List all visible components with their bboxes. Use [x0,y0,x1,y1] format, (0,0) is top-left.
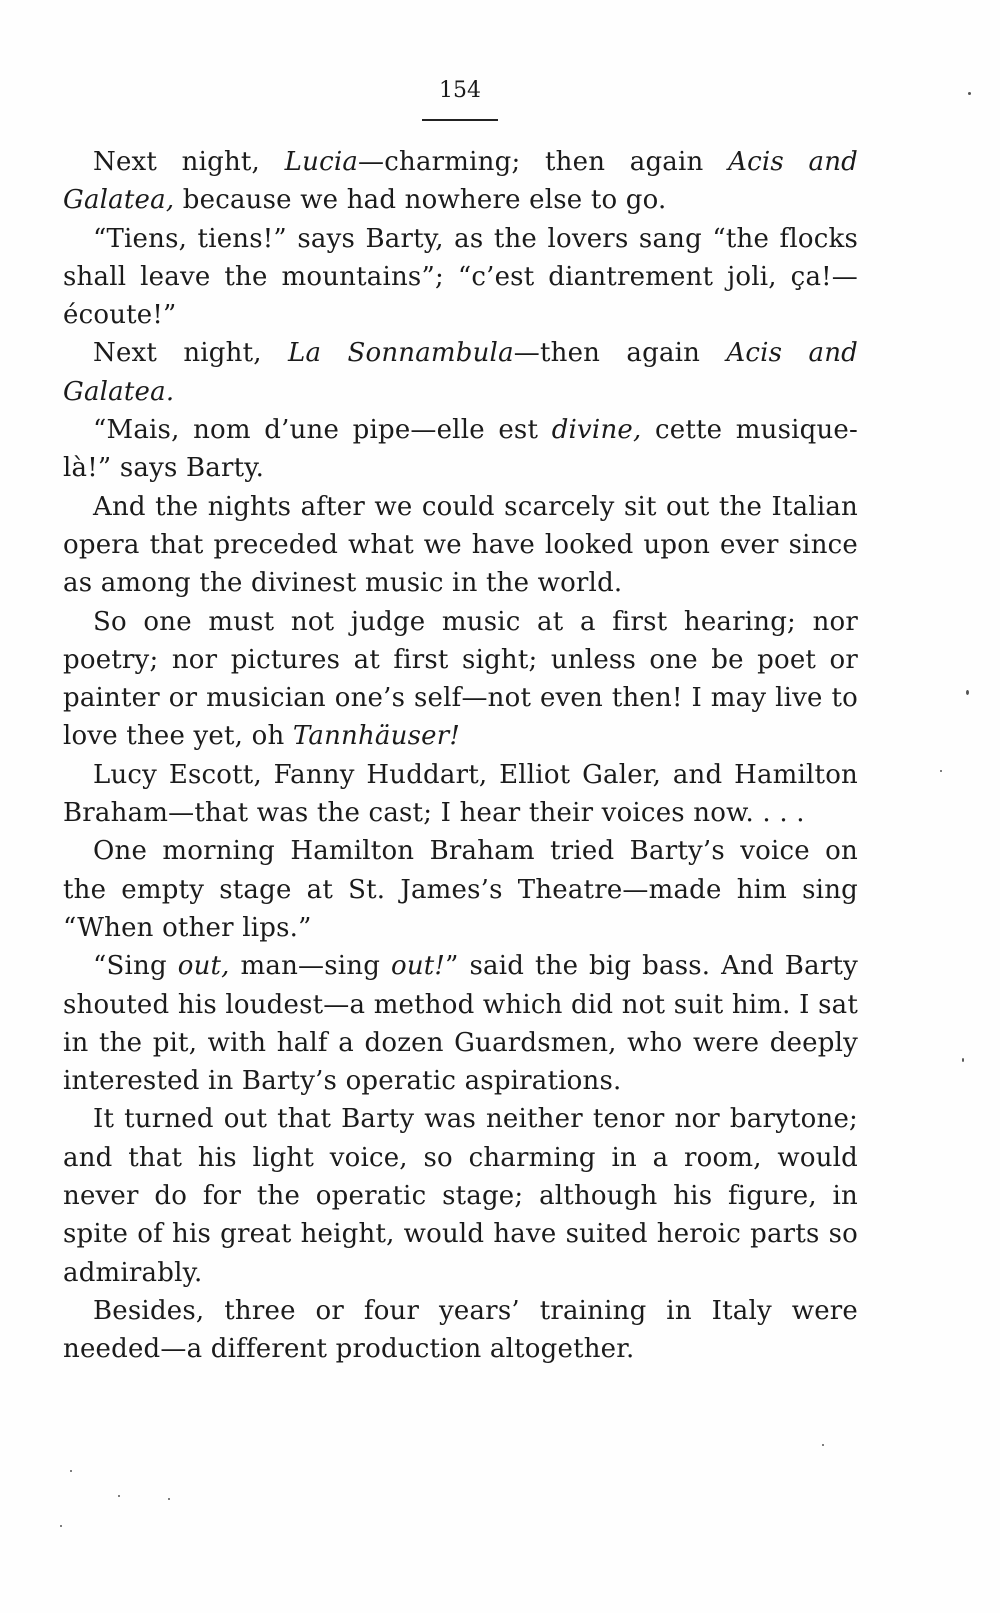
scan-speck [118,1495,120,1497]
italic-text: Acis and Galatea, [63,147,858,216]
body-text [63,143,858,1369]
paragraph [63,603,858,756]
scan-speck [822,1444,824,1446]
text-run: Lucy Escott, Fanny Huddart, Elliot Galer, and Hamilton Braham—that was the cast; I hear their voices now. . . . [63,759,858,829]
scan-speck [966,690,969,695]
text-run: It turned out that Barty was neither tenor nor barytone; and that his light voice, so charming in a room, would never do for the operatic stage; although his figure, in spite of his great height, would have suited heroic parts so admirably. [63,1104,858,1288]
text-run: “Tiens, tiens!” says Barty, as the lovers sang “the flocks shall leave the mountains”; “c’est diantrement joli, ça!—écoute!” [63,223,858,331]
italic-text: Lucia [284,147,359,177]
paragraph [63,832,858,947]
text-run: because we had nowhere else to go. [174,185,667,216]
paragraph [63,411,858,488]
scan-speck [962,1058,964,1062]
paragraph [63,220,858,335]
italic-text: Tannhäuser! [292,721,460,752]
text-run: Besides, three or four years’ training in Italy were needed—a different production altogether. [63,1295,858,1365]
header-rule [422,119,498,121]
scan-speck [940,770,942,772]
scan-speck [168,1498,170,1500]
text-run: “Mais, nom d’une pipe—elle est [93,415,552,446]
scan-speck [60,1525,62,1527]
italic-text: out, [177,951,230,982]
text-run: “Sing [93,951,178,982]
italic-text: out! [390,951,446,982]
italic-text: Acis and Galatea. [63,338,858,407]
text-run: So one must not judge music at a first hearing; nor poetry; nor pictures at first sight; unless one be poet or painter or musician one’s self—not even then! I may live to love thee yet, oh [63,606,858,752]
paragraph [63,1292,858,1369]
italic-text: La Sonnambula [288,338,514,369]
text-run: —charming; then again [358,147,729,177]
page-number: 154 [439,78,481,103]
scan-speck [968,92,971,95]
paragraph [63,756,858,833]
text-run: man—sing [229,951,391,982]
paragraph [63,947,858,1100]
text-run: And the nights after we could scarcely sit out the Italian opera that preceded what we have looked upon ever since as among the divinest music in the world. [63,491,858,599]
paragraph [63,334,858,411]
text-run: ” said the big bass. And Barty shouted his loudest—a method which did not suit him. I sat in the pit, with half a dozen Guardsmen, who were deeply interested in Barty’s operatic aspirations. [63,951,858,1097]
italic-text: divine, [551,415,642,446]
text-run: Next night, [93,147,285,177]
text-run: cette musique-là!” says Barty. [63,415,858,484]
text-run: Next night, [93,338,288,369]
paragraph [63,143,858,220]
paragraph [63,1100,858,1291]
paragraph [63,488,858,603]
scan-speck [70,1470,72,1472]
text-run: One morning Hamilton Braham tried Barty’s voice on the empty stage at St. James’s Theatre—made him sing “When other lips.” [63,836,858,943]
text-run: —then again [513,338,727,369]
